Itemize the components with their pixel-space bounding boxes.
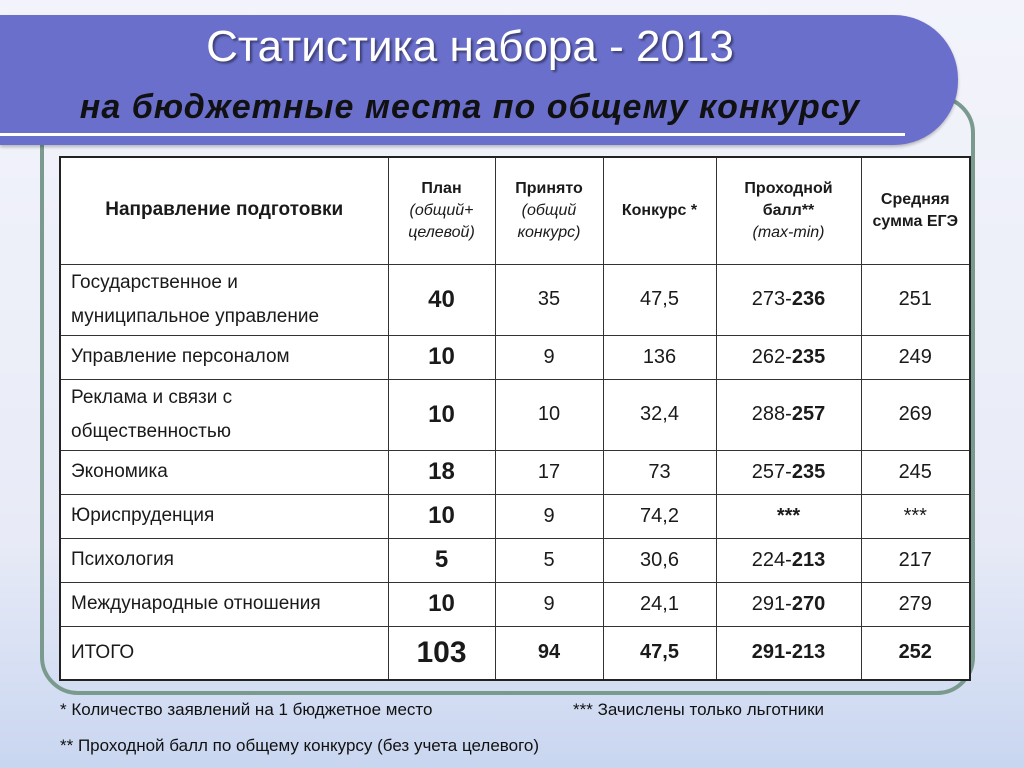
competition-value: 30,6 — [603, 538, 716, 582]
header-row — [60, 157, 970, 264]
direction-name: Юриспруденция — [60, 494, 388, 538]
competition-value: 24,1 — [603, 582, 716, 626]
average-score-value: *** — [861, 494, 970, 538]
table-row — [60, 494, 970, 538]
passing-score-value: 224-213 — [716, 538, 861, 582]
total-competition: 47,5 — [603, 626, 716, 680]
header-passing-score: Проходной балл** (max-min) — [716, 157, 861, 264]
passing-score-value: 257-235 — [716, 450, 861, 494]
header-direction: Направление подготовки — [60, 157, 388, 264]
header-average-score: Средняя сумма ЕГЭ — [861, 157, 970, 264]
plan-value: 10 — [388, 494, 495, 538]
average-score-value: 279 — [861, 582, 970, 626]
footnote-benefits: *** Зачислены только льготники — [573, 700, 825, 719]
total-accepted: 94 — [495, 626, 603, 680]
footnote-passing: ** Проходной балл по общему конкурсу (без учета целевого) — [60, 736, 540, 755]
plan-value: 5 — [388, 538, 495, 582]
passing-score-value: 291-270 — [716, 582, 861, 626]
table-row — [60, 264, 970, 335]
passing-score-value: *** — [716, 494, 861, 538]
accepted-value: 9 — [495, 335, 603, 379]
header-plan: План (общий+ целевой) — [388, 157, 495, 264]
average-score-value: 217 — [861, 538, 970, 582]
footnote-competition: * Количество заявлений на 1 бюджетное место — [60, 700, 433, 719]
admission-statistics-table — [59, 156, 971, 681]
header-competition: Конкурс * — [603, 157, 716, 264]
plan-value: 10 — [388, 379, 495, 450]
table-row — [60, 538, 970, 582]
direction-name: Экономика — [60, 450, 388, 494]
table-row — [60, 450, 970, 494]
accepted-value: 9 — [495, 494, 603, 538]
direction-name: Реклама и связи с общественностью — [60, 379, 388, 450]
table-row — [60, 335, 970, 379]
direction-name: Международные отношения — [60, 582, 388, 626]
direction-name: Управление персоналом — [60, 335, 388, 379]
total-row — [60, 626, 970, 680]
competition-value: 47,5 — [603, 264, 716, 335]
accepted-value: 35 — [495, 264, 603, 335]
accepted-value: 17 — [495, 450, 603, 494]
table-row — [60, 379, 970, 450]
competition-value: 73 — [603, 450, 716, 494]
direction-name: Государственное и муниципальное управление — [60, 264, 388, 335]
accepted-value: 5 — [495, 538, 603, 582]
table-row — [60, 582, 970, 626]
average-score-value: 245 — [861, 450, 970, 494]
header-accepted: Принято (общий конкурс) — [495, 157, 603, 264]
average-score-value: 251 — [861, 264, 970, 335]
title-underline — [0, 133, 905, 136]
direction-name: Психология — [60, 538, 388, 582]
total-plan: 103 — [388, 626, 495, 680]
page-subtitle: на бюджетные места по общему конкурсу — [79, 88, 861, 126]
accepted-value: 10 — [495, 379, 603, 450]
passing-score-value: 262-235 — [716, 335, 861, 379]
average-score-value: 249 — [861, 335, 970, 379]
plan-value: 18 — [388, 450, 495, 494]
passing-score-value: 273-236 — [716, 264, 861, 335]
plan-value: 10 — [388, 582, 495, 626]
plan-value: 40 — [388, 264, 495, 335]
competition-value: 136 — [603, 335, 716, 379]
average-score-value: 269 — [861, 379, 970, 450]
total-average-score: 252 — [861, 626, 970, 680]
total-passing-score: 291-213 — [716, 626, 861, 680]
page-title: Статистика набора - 2013 — [206, 22, 734, 71]
plan-value: 10 — [388, 335, 495, 379]
passing-score-value: 288-257 — [716, 379, 861, 450]
competition-value: 74,2 — [603, 494, 716, 538]
total-label: ИТОГО — [60, 626, 388, 680]
competition-value: 32,4 — [603, 379, 716, 450]
accepted-value: 9 — [495, 582, 603, 626]
